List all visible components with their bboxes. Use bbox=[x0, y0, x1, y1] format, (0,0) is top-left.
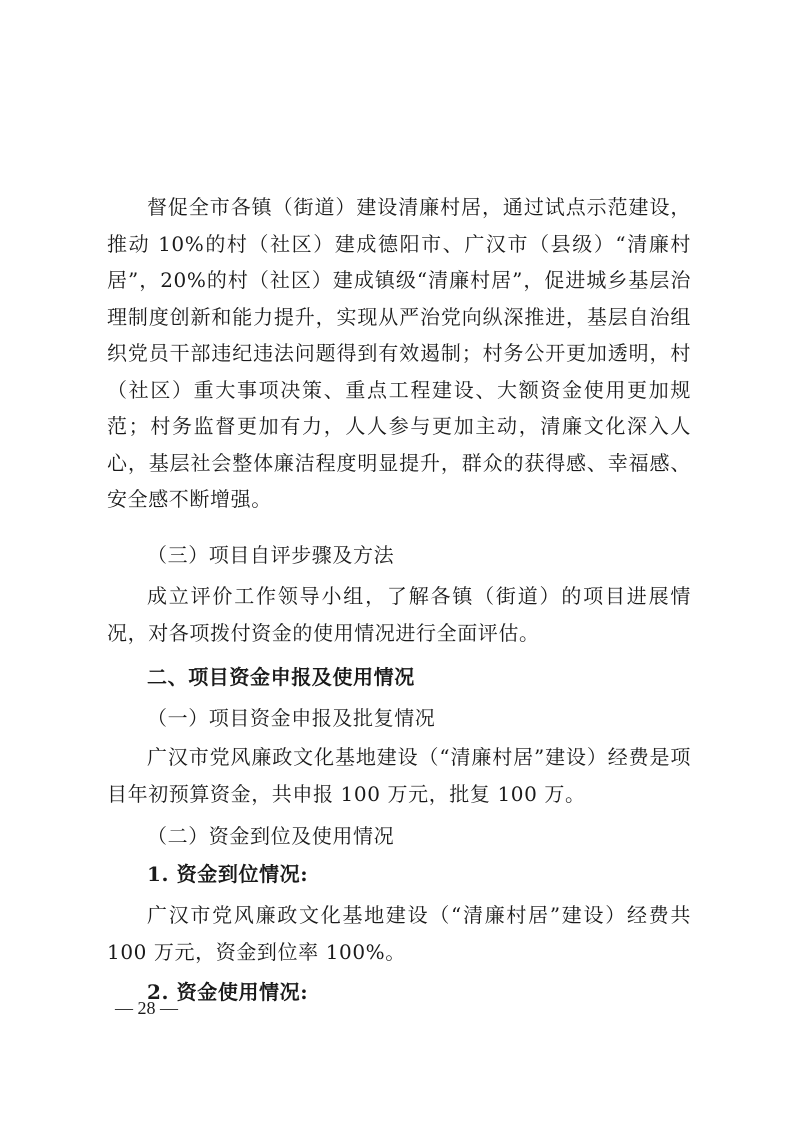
subheading-funds-application: （一）项目资金申报及批复情况 bbox=[147, 706, 436, 730]
paragraph-evaluation-method: 成立评价工作领导小组，了解各镇（街道）的项目进展情况，对各项拨付资金的使用情况进行全面评估。 bbox=[107, 584, 691, 645]
paragraph-funds-arrival: 广汉市党风廉政文化基地建设（“清廉村居”建设）经费共 100 万元，资金到位率 100%。 bbox=[107, 903, 691, 964]
subheading-funds-usage: （二）资金到位及使用情况 bbox=[147, 824, 395, 848]
page-number: — 28 — bbox=[115, 998, 178, 1018]
subheading-self-evaluation: （三）项目自评步骤及方法 bbox=[147, 543, 395, 567]
paragraph-funds-application: 广汉市党风廉政文化基地建设（“清廉村居”建设）经费是项目年初预算资金，共申报 100 万元，批复 100 万。 bbox=[107, 745, 691, 806]
item-heading-funds-arrival: 1. 资金到位情况: bbox=[147, 862, 309, 886]
section-heading-funds: 二、项目资金申报及使用情况 bbox=[147, 665, 415, 689]
paragraph-goals: 督促全市各镇（街道）建设清廉村居，通过试点示范建设，推动 10%的村（社区）建成德阳市、广汉市（县级）“清廉村居”，20%的村（社区）建成镇级“清廉村居”，促进城乡基层治理制度创新和能力提升，实现从严治党向纵深推进，基层自治组织党员干部违纪违法问题得到有效遏制；村务公开更加透明，村（社区）重大事项决策、重点工程建设、大额资金使用更加规范；村务监督更加有力，人人参与更加主动，清廉文化深入人心，基层社会整体廉洁程度明显提升，群众的获得感、幸福感、安全感不断增强。 bbox=[107, 195, 691, 511]
item-heading-funds-usage: 2. 资金使用情况: bbox=[147, 980, 309, 1004]
